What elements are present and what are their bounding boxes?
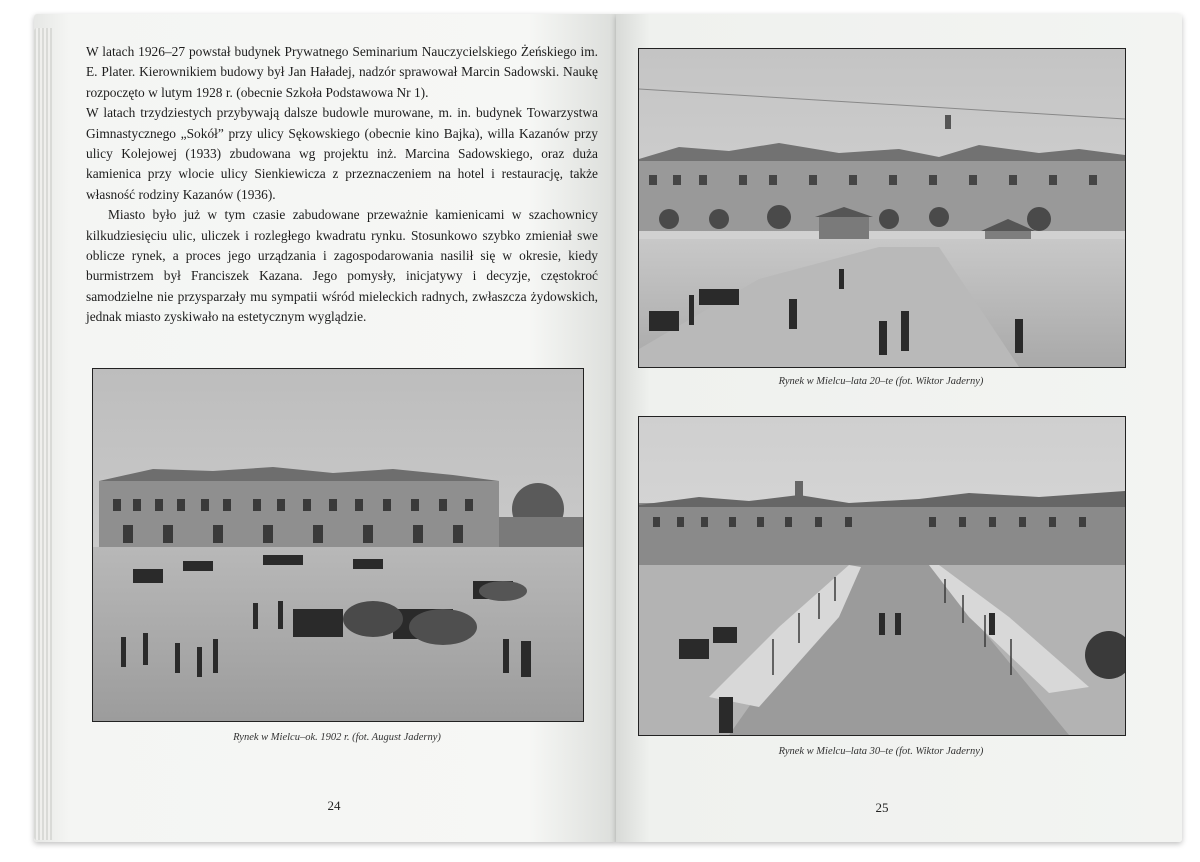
page-number-right: 25 <box>875 800 889 815</box>
paragraph-3: Miasto było już w tym czasie zabudowane przeważnie kamienicami w szachownicy kilkudziesięciu ulic, uliczek i rozległego kwadratu rynku. Stosunkowo szybko zmieniał swe oblicze rynek, a proces jego urządzania i zagospodarowania nasilił się w okresie, kiedy burmistrzem był Franciszek Kazana. Jego pomysły, inicjatywy i decyzje, częstokroć samodzielne nie przysparzały mu sympatii wśród mieleckich radnych, zwłaszcza żydowskich, jednak miasto zyskiwało na estetycznym wyglądzie. <box>86 207 598 325</box>
body-text <box>86 42 598 328</box>
photo-market-1920s <box>638 48 1126 368</box>
paragraph-2: W latach trzydziestych przybywają dalsze budowle murowane, m. in. budynek Towarzystwa Gimnastycznego „Sokół” przy ulicy Sękowskiego (obecnie kino Bajka), willa Kazanów przy ulicy Kolejowej (1933) zbudowana wg projektu inż. Marcina Sadowskiego, oraz duża kamienica przy wlocie ulicy Sienkiewicza z przeznaczeniem na hotel i restaurację, także własność rodziny Kazanów (1936). <box>86 105 598 202</box>
page-edge-stack <box>34 28 52 840</box>
open-book <box>20 8 1180 850</box>
paragraph-1: W latach 1926–27 powstał budynek Prywatnego Seminarium Nauczycielskiego Żeńskiego im. E. Plater. Kierownikiem budowy był Jan Haładej, nadzór sprawował Marcin Sadowski. Naukę rozpoczęto w lutym 1928 r. (obecnie Szkoła Podstawowa Nr 1). <box>86 44 598 100</box>
page-number-left: 24 <box>327 798 341 813</box>
photo-market-1902 <box>92 368 584 722</box>
left-page <box>34 14 616 842</box>
photo-caption-1920s: Rynek w Mielcu–lata 20–te (fot. Wiktor Jaderny) <box>778 376 984 387</box>
photo-caption-1930s: Rynek w Mielcu–lata 30–te (fot. Wiktor Jaderny) <box>778 746 984 757</box>
photo-market-1930s <box>638 416 1126 736</box>
photo-caption-1902: Rynek w Mielcu–ok. 1902 r. (fot. August Jaderny) <box>233 732 441 743</box>
right-page <box>616 14 1182 842</box>
